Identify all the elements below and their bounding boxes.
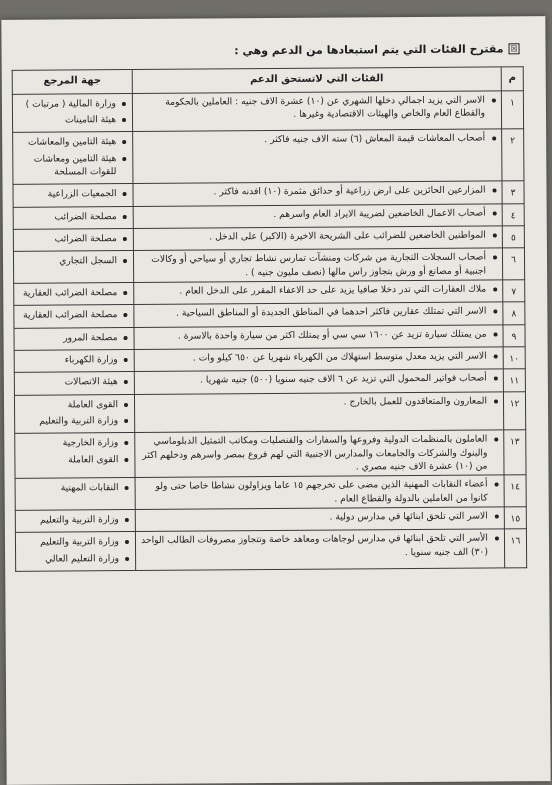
row-number: ٤ <box>502 203 524 225</box>
row-reference <box>15 478 135 511</box>
reference-item: مصلحة المرور <box>19 331 118 345</box>
document-title <box>234 42 519 57</box>
reference-list <box>18 286 129 300</box>
row-number: ٦ <box>502 248 524 280</box>
reference-item: القوى العاملة <box>19 453 118 467</box>
reference-item: النقابات المهنية <box>20 481 119 495</box>
row-category: المعارون والمتعاقدون للعمل بالخارج . <box>134 392 503 433</box>
reference-item: هيئة الاتصالات <box>19 375 118 389</box>
row-number: ٢ <box>502 129 524 181</box>
reference-item: الجمعيات الزراعية <box>18 187 117 201</box>
reference-list <box>18 254 129 268</box>
reference-item: مصلحة الضرائب <box>18 210 117 224</box>
row-reference <box>13 184 133 207</box>
row-number: ٧ <box>503 280 525 302</box>
reference-item: هيئة التامينات <box>17 113 116 127</box>
row-number: ٥ <box>502 226 524 248</box>
exclusion-table <box>12 66 527 572</box>
row-category: الأسر التي تلحق ابنائها في مدارس لوجاهات ومعاهد خاصة وتتجاوز مصروفات الطالب الواحد (٣٠) الف جنيه سنويا . <box>135 529 504 570</box>
reference-list <box>19 375 130 389</box>
row-category: الاسر التي تلحق ابنائها في مدارس دولية . <box>135 507 504 532</box>
row-reference <box>15 532 135 572</box>
row-number: ٨ <box>503 302 525 324</box>
table-row <box>13 248 524 283</box>
reference-list <box>20 481 131 495</box>
row-category: أصحاب السجلات التجارية من شركات ومنشآت تمارس نشاط تجاري أو سياحي أو وكالات اجنبية أو مصانع أو ورش بتجاوز راس مالها (نصف مليون جنيه ) . <box>133 248 502 282</box>
reference-list <box>18 232 129 246</box>
title-text: مقترح الفئات التي يتم استبعادها من الدعم وهي : <box>234 42 504 58</box>
document-page <box>1 16 550 785</box>
row-reference <box>13 132 133 185</box>
row-category: أصحاب المعاشات قيمة المعاش (٦) سته الاف جنيه فاكثر . <box>133 129 502 184</box>
row-reference <box>14 327 134 350</box>
row-reference <box>14 305 134 328</box>
reference-item: وزارة التربية والتعليم <box>20 513 119 527</box>
table-header-row <box>12 67 523 94</box>
row-category: أصحاب الاعمال الخاضعين لضريبة الايراد العام واسرهم . <box>133 203 502 228</box>
row-number: ٩ <box>503 324 525 346</box>
row-number: ١٢ <box>503 391 525 430</box>
reference-list <box>17 135 128 179</box>
row-reference <box>14 394 134 434</box>
reference-item: هيئة التامين ومعاشات للقوات المسلحة <box>17 152 116 179</box>
reference-item: السجل التجاري <box>18 254 117 268</box>
row-number: ١٦ <box>504 529 526 568</box>
table-row <box>12 90 523 132</box>
reference-item: مصلحة الضرائب العقارية <box>18 308 117 322</box>
row-category: ملاك العقارات التي تدر دخلا صافيا يزيد على حد الاعفاء المقرر على الدخل العام . <box>134 280 503 305</box>
table-row <box>13 129 524 185</box>
row-reference <box>13 228 133 251</box>
reference-list <box>19 331 130 345</box>
reference-item: القوى العاملة <box>19 398 118 412</box>
row-category: العاملون بالمنظمات الدولية وفروعها والسفارات والقنصليات ومكاتب التمثيل الدبلوماسي والبنوك والشركات والجامعات والمدارس الاجنبية التي لهم فروع بمصر واسرهم ودخلهم اكثر من (١٠) عشرة الاف جنيه مصري . <box>135 430 504 478</box>
reference-item: وزارة المالية ( مرتبات ) <box>17 97 116 111</box>
header-category: الفئات التي لاتستحق الدعم <box>132 67 501 93</box>
reference-item: وزارة الخارجية <box>19 436 118 450</box>
reference-item: وزارة التعليم العالي <box>20 552 119 566</box>
row-reference <box>12 93 132 133</box>
row-reference <box>13 251 133 284</box>
reference-list <box>19 353 130 367</box>
row-reference <box>14 349 134 372</box>
row-number: ١٠ <box>503 347 525 369</box>
row-number: ١١ <box>503 369 525 391</box>
row-category: الاسر التي تمتلك عقارين فاكثر احدهما في المناطق الجديدة أو المناطق السياحية . <box>134 302 503 327</box>
reference-list <box>18 308 129 322</box>
table-row <box>15 430 526 479</box>
table-row <box>15 529 526 571</box>
row-number: ١٥ <box>504 507 526 529</box>
table-row <box>14 391 525 433</box>
reference-list <box>19 436 130 466</box>
reference-item: وزارة التربية والتعليم <box>20 536 119 550</box>
row-category: من يمتلك سيارة تزيد عن ١٦٠٠ سي سي أو يمتلك اكثر من سيارة واحدة بالاسرة . <box>134 325 503 350</box>
row-category: الاسر التي يزيد اجمالي دخلها الشهري عن (١٠) عشرة الاف جنيه : العاملين بالحكومة والقطاع العام والخاص والهيئات الاقتصادية وغيرها . <box>132 90 501 131</box>
reference-item: وزارة الكهرباء <box>19 353 118 367</box>
header-num: م <box>501 67 523 91</box>
row-category: أعضاء النقابات المهنية الذين مضى على تخرجهم ١٥ عاما ويزاولون نشاطا خاصا حتى ولو كانوا من العاملين بالدولة والقطاع العام . <box>135 475 504 509</box>
reference-list <box>17 97 128 127</box>
table-row <box>15 475 526 510</box>
reference-item: هيئة التامين والمعاشات <box>17 135 116 149</box>
row-category: المواطنين الخاضعين للضرائب على الشريحة الاخيرة (الاكبر) على الدخل . <box>133 226 502 251</box>
reference-list <box>18 210 129 224</box>
reference-list <box>20 513 131 527</box>
header-ref: جهة المرجع <box>12 69 132 93</box>
row-reference <box>14 372 134 395</box>
row-number: ١٣ <box>504 430 526 475</box>
reference-item: مصلحة الضرائب <box>18 232 117 246</box>
checkbox-icon: ☒ <box>510 44 518 54</box>
row-reference <box>15 433 135 479</box>
reference-list <box>18 187 129 201</box>
row-reference <box>13 206 133 229</box>
row-category: أصحاب فواتير المحمول التي تزيد عن ٦ الاف جنيه سنويا (٥٠٠) جنيه شهريا . <box>134 369 503 394</box>
row-number: ١٤ <box>504 475 526 507</box>
reference-list <box>20 535 131 565</box>
row-category: الاسر التي يزيد معدل متوسط استهلاك من الكهرباء شهريا عن ٦٥٠ كيلو وات . <box>134 347 503 372</box>
row-category: المزارعين الحائزين على ارض زراعية أو حدائق مثمرة (١٠) افدنه فاكثر . <box>133 181 502 206</box>
reference-item: وزارة التربية والتعليم <box>19 414 118 428</box>
row-number: ٣ <box>502 181 524 203</box>
reference-list <box>19 398 130 428</box>
row-reference <box>15 510 135 533</box>
row-reference <box>14 282 134 305</box>
row-number: ١ <box>501 90 523 129</box>
reference-item: مصلحة الضرائب العقارية <box>18 286 117 300</box>
